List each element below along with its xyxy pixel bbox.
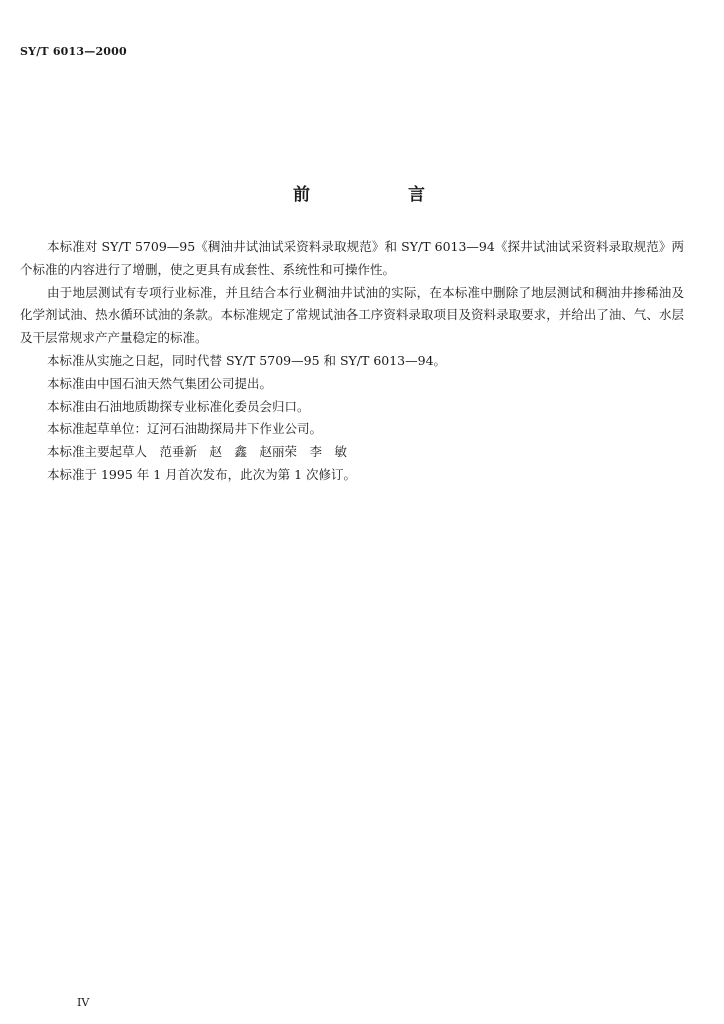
paragraph-drafters: 本标准主要起草人 范垂新 赵 鑫 赵丽荣 李 敏: [47, 444, 348, 460]
paragraph-proposer: 本标准由中国石油天然气集团公司提出。: [47, 375, 273, 391]
page-number: IV: [77, 996, 90, 1009]
paragraph-changes: 由于地层测试有专项行业标准，并且结合本行业稠油井试油的实际，在本标准中删除了地层测试和稠油井掺稀油及化学剂试油、热水循环试油的条款。本标准规定了常规试油各工序资料录取项目及资料录取要求，并给出了油、气、水层及干层常规求产产量稳定的标准。: [20, 284, 684, 346]
paragraph-drafting-unit: 本标准起草单位：辽河石油勘探局井下作业公司。: [47, 421, 323, 437]
page-title: 前 言: [293, 185, 471, 205]
paragraph-history: 本标准于 1995 年 1 月首次发布，此次为第 1 次修订。: [47, 466, 357, 482]
paragraph-committee: 本标准由石油地质勘探专业标准化委员会归口。: [47, 398, 310, 414]
paragraph-scope: 本标准对 SY/T 5709—95《稠油井试油试采资料录取规范》和 SY/T 6013—94《探井试油试采资料录取规范》两个标准的内容进行了增删，使之更具有成套性、系统性和可操作性。: [20, 239, 684, 277]
paragraph-replacement: 本标准从实施之日起，同时代替 SY/T 5709—95 和 SY/T 6013—94。: [47, 352, 447, 368]
foreword-body: [20, 236, 684, 487]
standard-code: SY/T 6013—2000: [20, 45, 127, 58]
